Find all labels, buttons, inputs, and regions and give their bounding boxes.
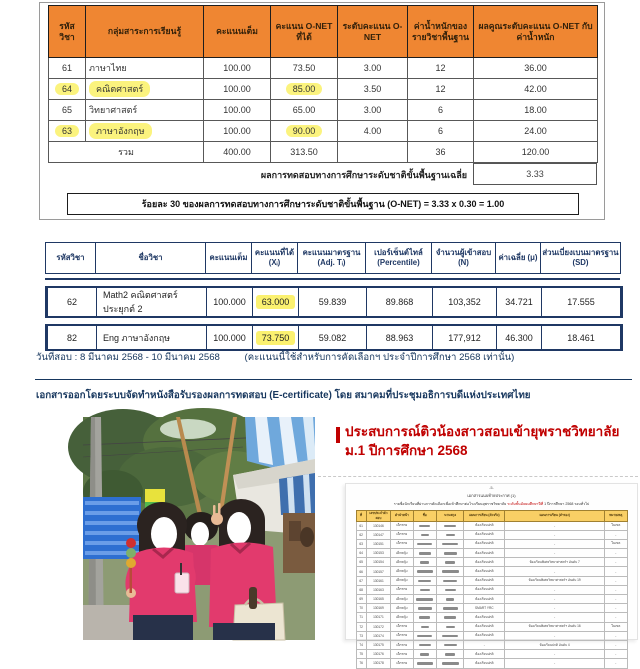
mini-table-row — [356, 530, 627, 539]
onet-score: 73.50 — [271, 58, 338, 79]
name-cell — [413, 530, 436, 539]
mini-cell: - — [605, 650, 627, 659]
name-cell — [436, 631, 464, 640]
mini-cell: เด็กหญิง — [391, 604, 413, 613]
mini-cell: 130175 — [366, 640, 390, 649]
exam-date-line — [36, 350, 636, 365]
subject-code — [49, 79, 86, 100]
mini-col-header: ชื่อ — [413, 510, 436, 521]
percent-30-note-box: ร้อยละ 30 ของผลการทดสอบทางการศึกษาระดับชาติขั้นพื้นฐาน (O-NET) = 3.33 x 0.30 = 1.00 — [67, 193, 579, 215]
subject-code: 82 — [47, 325, 97, 350]
doc-subtitle-suffix: 1 ปีการศึกษา 2568 รอบทั่วไป — [543, 501, 590, 506]
mini-cell: 73 — [356, 631, 366, 640]
illegible-text — [419, 525, 430, 528]
mini-cell: 130154 — [366, 558, 390, 567]
highlighted-score: 90.00 — [286, 125, 323, 137]
table-row — [49, 100, 598, 121]
highlighted-score: 73.750 — [256, 331, 296, 345]
col-percentile: เปอร์เซ็นต์ไทล์ (Percentile) — [366, 243, 432, 274]
product: 36.00 — [474, 58, 598, 79]
mini-cell: 130146 — [366, 521, 390, 530]
product: 42.00 — [474, 79, 598, 100]
examinee-count: 177,912 — [433, 325, 497, 350]
mini-cell: เด็กหญิง — [391, 567, 413, 576]
mini-cell: - — [505, 631, 605, 640]
exam-date-note: (คะแนนนี้ใช้สำหรับการคัดเลือกฯ ประจำปีการศึกษา 2568 เท่านั้น) — [244, 352, 515, 363]
illegible-text — [418, 607, 432, 610]
name-cell — [413, 539, 436, 548]
col-n: จำนวนผู้เข้าสอบ (N) — [432, 243, 496, 274]
mini-cell: ห้องเรียนปกติ — [464, 650, 505, 659]
mini-col-header: หมายเหตุ — [605, 510, 627, 521]
subject-row-eng — [45, 324, 623, 351]
onet-level: 3.50 — [338, 79, 408, 100]
col-onet-level: ระดับคะแนน O-NET — [338, 6, 408, 58]
mean: 34.721 — [497, 287, 542, 317]
mini-cell: ห้องเรียนปกติ — [464, 659, 505, 668]
name-cell — [413, 585, 436, 594]
mini-cell: 130157 — [366, 567, 390, 576]
mini-cell: - — [605, 585, 627, 594]
mini-cell: เด็กชาย — [391, 622, 413, 631]
mini-col-header: แผนการเรียน (สำรอง) — [505, 510, 605, 521]
illegible-text — [442, 570, 459, 573]
mini-cell: - — [605, 604, 627, 613]
highlighted-subject: ภาษาอังกฤษ — [89, 123, 152, 139]
subject-code — [49, 121, 86, 142]
average-value: 3.33 — [473, 163, 597, 185]
highlighted-code: 64 — [55, 83, 79, 95]
mini-cell: - — [505, 539, 605, 548]
highlighted-score: 63.000 — [256, 295, 296, 309]
illegible-text — [417, 543, 432, 546]
mini-cell: เด็กหญิง — [391, 613, 413, 622]
full-score: 100.00 — [204, 100, 271, 121]
mini-table-row — [356, 650, 627, 659]
illegible-text — [419, 644, 431, 647]
doc-page-number: -5- — [489, 486, 494, 490]
caption-line-2: ม.1 ปีการศึกษา 2568 — [345, 443, 468, 458]
mini-table-row — [356, 595, 627, 604]
mini-cell: เด็กชาย — [391, 530, 413, 539]
col-onet-score: คะแนน O-NET ที่ได้ — [271, 6, 338, 58]
name-cell — [413, 549, 436, 558]
mini-cell: 68 — [356, 585, 366, 594]
mini-cell: 63 — [356, 539, 366, 548]
name-cell — [413, 631, 436, 640]
mini-cell: - — [605, 640, 627, 649]
subject-name: Eng ภาษาอังกฤษ — [97, 325, 207, 350]
illegible-text — [420, 589, 430, 592]
mini-col-header: เลขประจำตัวสอบ — [366, 510, 390, 521]
illegible-text — [444, 616, 456, 619]
mini-cell: ห้องเรียนปกติ — [464, 567, 505, 576]
illegible-text — [442, 635, 458, 638]
onet-level: 3.00 — [338, 100, 408, 121]
mini-col-header: นามสกุล — [436, 510, 464, 521]
table-row — [49, 79, 598, 100]
col-subject-code: รหัส วิชา — [49, 6, 86, 58]
name-cell — [436, 558, 464, 567]
mini-cell: ห้องเรียนปกติ อันดับ 4 — [505, 640, 605, 649]
doc-subtitle-prefix: รายชื่อนักเรียนที่ผ่านการคัดเลือกเพื่อเข้าศึกษาต่อโรงเรียนยุพราชวิทยาลัย — [393, 501, 508, 506]
mini-cell: - — [505, 567, 605, 576]
mini-cell: ห้องเรียนปกติ — [464, 613, 505, 622]
total-row — [49, 142, 598, 163]
mini-cell: - — [605, 576, 627, 585]
onet-level: 3.00 — [338, 58, 408, 79]
divider-line — [35, 379, 632, 380]
illegible-text — [419, 552, 431, 555]
mini-table-row — [356, 659, 627, 668]
mini-cell: ห้องเรียนพิเศษวิทยาศาสตร์ฯ อันดับ 7 — [505, 558, 605, 567]
std-score: 59.839 — [299, 287, 367, 317]
col-product: ผลคูณระดับคะแนน O-NET กับ ค่าน้ำหนัก — [474, 6, 598, 58]
onet-summary-box — [39, 2, 605, 220]
name-cell — [436, 659, 464, 668]
illegible-text — [445, 653, 455, 656]
mini-cell: - — [505, 521, 605, 530]
mini-cell: - — [505, 585, 605, 594]
doc-subtitle-red: ระดับชั้นมัธยมศึกษาปีที่ — [507, 501, 544, 506]
illegible-text — [443, 607, 458, 610]
mini-col-header: ที่ — [356, 510, 366, 521]
mini-cell: - — [505, 650, 605, 659]
illegible-text — [417, 635, 432, 638]
illegible-text — [445, 589, 456, 592]
mini-cell: 130165 — [366, 595, 390, 604]
illegible-text — [421, 534, 429, 537]
subject-code: 61 — [49, 58, 86, 79]
total-full: 400.00 — [204, 142, 271, 163]
name-cell — [413, 604, 436, 613]
mini-cell: ในเขต — [605, 622, 627, 631]
percentile: 88.963 — [367, 325, 433, 350]
examinee-count: 103,352 — [433, 287, 497, 317]
weight: 12 — [408, 58, 474, 79]
mini-table-row — [356, 539, 627, 548]
mini-cell: เด็กหญิง — [391, 558, 413, 567]
score-cell — [253, 325, 299, 350]
mini-cell: เด็กชาย — [391, 659, 413, 668]
mini-cell: - — [605, 567, 627, 576]
mini-cell: - — [605, 549, 627, 558]
illegible-text — [444, 552, 457, 555]
mini-cell: 130172 — [366, 622, 390, 631]
mini-cell: เด็กหญิง — [391, 595, 413, 604]
name-cell — [413, 622, 436, 631]
weight: 6 — [408, 100, 474, 121]
mini-cell: ห้องเรียนพิเศษวิทยาศาสตร์ฯ อันดับ 19 — [505, 576, 605, 585]
mini-cell: - — [505, 613, 605, 622]
full-score: 100.000 — [207, 287, 253, 317]
name-cell — [436, 640, 464, 649]
experience-caption — [345, 422, 635, 460]
mini-cell: 70 — [356, 604, 366, 613]
mini-cell: - — [605, 530, 627, 539]
mini-cell: 74 — [356, 640, 366, 649]
mini-cell: 130174 — [366, 631, 390, 640]
col-score-xi: คะแนนที่ได้ (Xᵢ) — [252, 243, 298, 274]
full-score: 100.00 — [204, 58, 271, 79]
average-label: ผลการทดสอบทางการศึกษาระดับชาติขั้นพื้นฐานเฉลี่ย — [260, 170, 467, 180]
mini-cell: เด็กชาย — [391, 539, 413, 548]
mini-table-row — [356, 558, 627, 567]
mini-cell: ในเขต — [605, 521, 627, 530]
mini-cell: 130176 — [366, 650, 390, 659]
subject-name: ภาษาไทย — [86, 58, 204, 79]
mini-cell: ห้องเรียนปกติ — [464, 549, 505, 558]
illegible-text — [417, 662, 433, 665]
name-cell — [436, 530, 464, 539]
mini-cell: - — [505, 604, 605, 613]
illegible-text — [442, 662, 459, 665]
illegible-text — [420, 653, 429, 656]
mini-cell: ห้องเรียนพิเศษวิทยาศาสตร์ฯ อันดับ 16 — [505, 622, 605, 631]
col-adj-t: คะแนนมาตรฐาน (Adj. Tᵢ) — [298, 243, 366, 274]
onet-score-table — [48, 5, 598, 163]
mini-cell: 69 — [356, 595, 366, 604]
highlighted-score: 85.00 — [286, 83, 323, 95]
subject-name — [86, 79, 204, 100]
mini-cell: 71 — [356, 613, 366, 622]
name-cell — [436, 521, 464, 530]
photo-illustration — [83, 417, 315, 640]
student-list-table — [356, 510, 628, 669]
mini-cell: ห้องเรียนปกติ — [464, 576, 505, 585]
illegible-text — [416, 598, 433, 601]
col-sd: ส่วนเบี่ยงเบนมาตรฐาน (SD) — [541, 243, 621, 274]
mini-cell: เด็กหญิง — [391, 576, 413, 585]
illegible-text — [444, 525, 456, 528]
mini-cell: เด็กชาย — [391, 631, 413, 640]
mini-cell: 61 — [356, 521, 366, 530]
mini-cell: ห้องเรียนปกติ — [464, 539, 505, 548]
name-cell — [413, 576, 436, 585]
illegible-text — [419, 616, 430, 619]
table-row — [49, 58, 598, 79]
name-cell — [413, 613, 436, 622]
mini-cell: เด็กชาย — [391, 650, 413, 659]
mini-cell: 130153 — [366, 549, 390, 558]
name-cell — [413, 558, 436, 567]
subject-name — [86, 121, 204, 142]
illegible-text — [420, 561, 429, 564]
onet-score — [271, 121, 338, 142]
gray-empty-cell — [338, 142, 408, 163]
illegible-text — [444, 644, 457, 647]
col-code: รหัสวิชา — [46, 243, 96, 274]
announcement-document-thumbnail — [345, 483, 638, 666]
subject-code: 62 — [47, 287, 97, 317]
full-score: 100.000 — [207, 325, 253, 350]
illegible-text — [446, 534, 455, 537]
mini-cell: 65 — [356, 558, 366, 567]
std-score: 59.082 — [299, 325, 367, 350]
name-cell — [436, 595, 464, 604]
illegible-text — [442, 543, 458, 546]
mean: 46.300 — [497, 325, 542, 350]
mini-cell: ห้องเรียนปกติ — [464, 530, 505, 539]
product: 24.00 — [474, 121, 598, 142]
photo-students-market — [83, 417, 315, 640]
mini-table-row — [356, 640, 627, 649]
mini-cell: 130163 — [366, 585, 390, 594]
table-row — [49, 121, 598, 142]
mini-cell: เด็กชาย — [391, 585, 413, 594]
full-score: 100.00 — [204, 79, 271, 100]
col-full: คะแนนเต็ม — [206, 243, 252, 274]
mini-cell: 130169 — [366, 604, 390, 613]
name-cell — [413, 595, 436, 604]
mini-table-row — [356, 576, 627, 585]
mini-cell: เด็กชาย — [391, 521, 413, 530]
mini-cell: 67 — [356, 576, 366, 585]
average-row — [48, 163, 597, 185]
col-name: ชื่อวิชา — [96, 243, 206, 274]
onet-score — [271, 79, 338, 100]
mini-cell: - — [505, 549, 605, 558]
name-cell — [436, 576, 464, 585]
sd: 17.555 — [542, 287, 622, 317]
mini-cell: - — [605, 613, 627, 622]
mini-cell: 130151 — [366, 539, 390, 548]
name-cell — [436, 539, 464, 548]
mini-cell: - — [605, 659, 627, 668]
col-mean: ค่าเฉลี่ย (μ) — [496, 243, 541, 274]
name-cell — [413, 650, 436, 659]
subject-table-header — [45, 242, 621, 274]
highlighted-subject: คณิตศาสตร์ — [89, 81, 150, 97]
illegible-text — [418, 580, 431, 583]
name-cell — [436, 622, 464, 631]
mini-cell: ในเขต — [605, 539, 627, 548]
total-score: 313.50 — [271, 142, 338, 163]
illegible-text — [421, 626, 429, 629]
mini-cell: 76 — [356, 659, 366, 668]
mini-cell: เด็กชาย — [391, 640, 413, 649]
mini-cell: 72 — [356, 622, 366, 631]
total-label: รวม — [49, 142, 204, 163]
weight: 6 — [408, 121, 474, 142]
name-cell — [436, 567, 464, 576]
mini-table-row — [356, 521, 627, 530]
mini-cell: - — [464, 640, 505, 649]
mini-cell: SMART YRC — [464, 604, 505, 613]
onet-level: 4.00 — [338, 121, 408, 142]
ecertificate-statement: เอกสารออกโดยระบบจัดทำหนังสือรับรองผลการทดสอบ (E-certificate) โดย สมาคมที่ประชุมอธิการบดีแห่งประเทศไทย — [36, 390, 531, 401]
exam-dates: วันที่สอบ : 8 มีนาคม 2568 - 10 มีนาคม 2568 — [36, 352, 220, 363]
mini-cell: ห้องเรียนปกติ — [464, 631, 505, 640]
mini-cell: 130171 — [366, 613, 390, 622]
score-cell — [253, 287, 299, 317]
subject-name: Math2 คณิตศาสตร์ประยุกต์ 2 — [97, 287, 207, 317]
total-weight: 36 — [408, 142, 474, 163]
mini-cell: - — [505, 595, 605, 604]
mini-header-row — [356, 510, 627, 521]
red-cursor-mark — [336, 427, 340, 443]
name-cell — [413, 567, 436, 576]
subject-row-math2 — [45, 286, 623, 318]
mini-col-header: แผนการเรียน (ตัวจริง) — [464, 510, 505, 521]
caption-line-1: ประสบการณ์ติวน้องสาวสอบเข้ายุพราชวิทยาลัย — [345, 424, 620, 439]
mini-cell: 130178 — [366, 659, 390, 668]
subject-score-section — [45, 242, 620, 351]
name-cell — [436, 604, 464, 613]
mini-cell: 130161 — [366, 576, 390, 585]
weight: 12 — [408, 79, 474, 100]
illegible-text — [443, 580, 457, 583]
dashed-divider — [318, 476, 638, 477]
col-learning-area: กลุ่มสาระการเรียนรู้ — [86, 6, 204, 58]
product: 18.00 — [474, 100, 598, 121]
mini-cell: - — [605, 558, 627, 567]
full-score: 100.00 — [204, 121, 271, 142]
name-cell — [413, 521, 436, 530]
mini-cell: - — [505, 530, 605, 539]
sd: 18.461 — [542, 325, 622, 350]
mini-cell: 66 — [356, 567, 366, 576]
mini-table-row — [356, 604, 627, 613]
illegible-text — [417, 570, 433, 573]
doc-subtitle — [346, 501, 637, 507]
doc-title: เอกสารแนบท้ายประกาศ (1) — [467, 493, 516, 498]
mini-cell: 75 — [356, 650, 366, 659]
percentile: 89.868 — [367, 287, 433, 317]
mini-cell: 64 — [356, 549, 366, 558]
mini-cell: 62 — [356, 530, 366, 539]
col-full-score: คะแนนเต็ม — [204, 6, 271, 58]
total-product: 120.00 — [474, 142, 598, 163]
name-cell — [436, 585, 464, 594]
name-cell — [413, 640, 436, 649]
illegible-text — [446, 598, 454, 601]
name-cell — [413, 659, 436, 668]
highlighted-code: 63 — [55, 125, 79, 137]
illegible-text — [446, 626, 455, 629]
illegible-text — [445, 561, 455, 564]
col-weight: ค่าน้ำหนักของ รายวิชาพื้นฐาน — [408, 6, 474, 58]
mini-table-row — [356, 567, 627, 576]
mini-cell: เด็กหญิง — [391, 549, 413, 558]
mini-table-row — [356, 585, 627, 594]
name-cell — [436, 613, 464, 622]
mini-cell: ห้องเรียนปกติ — [464, 595, 505, 604]
mini-cell: ห้องเรียนปกติ — [464, 521, 505, 530]
mini-table-row — [356, 622, 627, 631]
name-cell — [436, 549, 464, 558]
mini-cell: ห้องเรียนปกติ — [464, 585, 505, 594]
onet-score: 65.00 — [271, 100, 338, 121]
onet-header-row — [49, 6, 598, 58]
mini-cell: - — [605, 595, 627, 604]
mini-cell: - — [505, 659, 605, 668]
mini-cell: - — [605, 631, 627, 640]
name-cell — [436, 650, 464, 659]
mini-table-row — [356, 631, 627, 640]
mini-col-header: คำนำหน้า — [391, 510, 413, 521]
mini-cell: 130147 — [366, 530, 390, 539]
subject-code: 65 — [49, 100, 86, 121]
mini-table-row — [356, 613, 627, 622]
subject-name: วิทยาศาสตร์ — [86, 100, 204, 121]
mini-table-row — [356, 549, 627, 558]
mini-cell: ห้องเรียนปกติ — [464, 558, 505, 567]
mini-cell: ห้องเรียนปกติ — [464, 622, 505, 631]
